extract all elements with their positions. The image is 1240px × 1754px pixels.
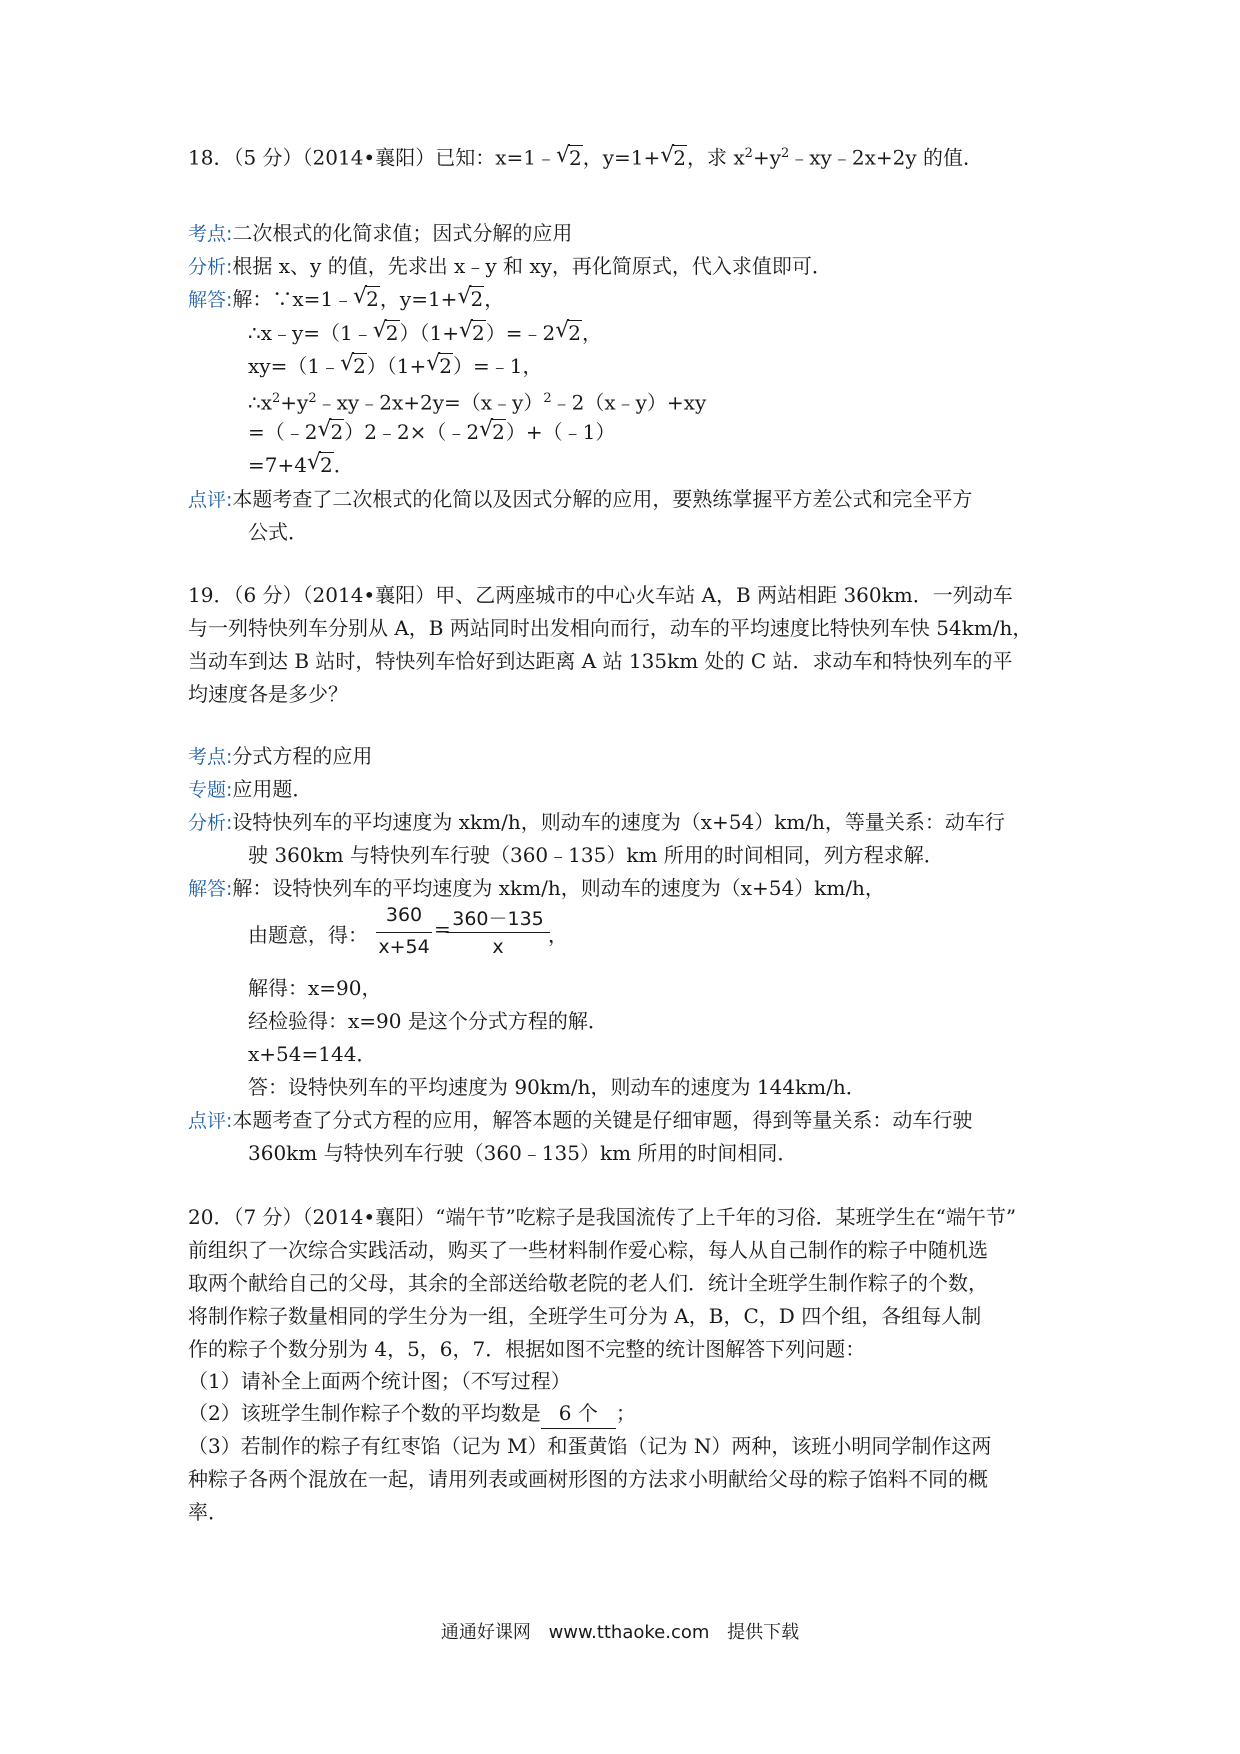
dianping-label: 点评: <box>188 1110 233 1132</box>
kaodian-label: 考点: <box>188 746 233 768</box>
q18-jieda-4 <box>248 384 706 418</box>
sqrt: √ 2 <box>306 450 333 477</box>
solution-text: ﹣2（x﹣y）+xy <box>551 390 707 415</box>
q20-line-2 <box>188 1235 988 1265</box>
solution-text: ）2﹣2×（﹣2 <box>344 420 480 444</box>
fenxi-text: 驶 360km 与特快列车行驶（360﹣135）km 所用的时间相同，列方程求解． <box>248 843 944 867</box>
q20-line-6 <box>188 1366 571 1396</box>
solution-text: ． <box>333 453 354 477</box>
q18-stem-part: +y <box>752 145 781 170</box>
solution-text: ）+（﹣1） <box>505 420 616 444</box>
zhuanti-text: 应用题． <box>232 777 313 801</box>
fraction-225-over-x <box>446 900 550 964</box>
q19-jieda-4 <box>248 1006 608 1036</box>
q19-fenxi-1 <box>188 807 1005 838</box>
jieda-label: 解答: <box>188 289 233 311</box>
q20-text: ； <box>615 1401 636 1425</box>
q19-stem-text: 均速度各是多少？ <box>188 682 348 706</box>
sqrt: √ 2 <box>555 318 581 345</box>
solution-text: ）=﹣1， <box>453 354 543 378</box>
q18-jieda-3 <box>248 351 543 381</box>
q20-text: 取两个献给自己的父母，其余的全部送给敬老院的老人们．统计全班学生制作粽子的个数， <box>188 1271 988 1295</box>
fenxi-text: 根据 x、y 的值，先求出 x﹣y 和 xy，再化简原式，代入求值即可． <box>232 254 832 278</box>
q18-kaodian <box>188 218 572 249</box>
denominator: x <box>492 936 504 958</box>
solution-text: +y <box>280 390 309 415</box>
jieda-label: 解答: <box>188 878 233 900</box>
dianping-text: 360km 与特快列车行驶（360﹣135）km 所用的时间相同． <box>248 1141 798 1165</box>
q20-line-1 <box>188 1202 1016 1232</box>
solution-text: 答：设特快列车的平均速度为 90km/h，则动车的速度为 144km/h． <box>248 1075 866 1099</box>
q20-line-7 <box>188 1398 636 1429</box>
solution-text: 解得：x=90， <box>248 976 382 1000</box>
q19-zhuanti <box>188 774 312 805</box>
q19-stem-3 <box>188 646 1013 676</box>
sqrt: √ 2 <box>556 142 582 170</box>
solution-text: xy=（1﹣ <box>248 354 341 378</box>
fraction-bar <box>376 932 432 933</box>
solution-text: ）（1+ <box>366 354 427 378</box>
solution-text: ，y=1+ <box>379 287 458 311</box>
sqrt: √ 2 <box>459 318 485 345</box>
q20-line-5 <box>188 1334 865 1364</box>
q19-jieda-6 <box>248 1072 866 1102</box>
fraction-360-over-x54 <box>376 900 432 964</box>
superscript: 2 <box>543 391 552 406</box>
q19-stem-text: 19．（6 分）（2014•襄阳）甲、乙两座城市的中心火车站 A，B 两站相距 360km．一列动车 <box>188 583 1013 607</box>
kaodian-text: 二次根式的化简求值；因式分解的应用 <box>232 221 573 245</box>
q19-jieda-5 <box>248 1039 376 1069</box>
q20-text: 20．（7 分）（2014•襄阳）“端午节”吃粽子是我国流传了上千年的习俗．某班学生在“端午节” <box>188 1205 1017 1229</box>
q20-text: （1）请补全上面两个统计图；（不写过程） <box>188 1369 571 1393</box>
numerator: 360－135 <box>452 908 544 930</box>
sqrt: √ 2 <box>660 142 687 170</box>
q19-stem-1 <box>188 580 1013 610</box>
sqrt: √ 2 <box>457 284 484 311</box>
footer-tail: 提供下载 <box>727 1622 800 1643</box>
superscript: 2 <box>781 146 790 161</box>
footer-url[interactable]: www.tthaoke.com <box>548 1622 710 1643</box>
dianping-text: 本题考查了分式方程的应用，解答本题的关键是仔细审题，得到等量关系：动车行驶 <box>232 1108 973 1132</box>
solution-text: =（﹣2 <box>248 420 318 444</box>
superscript: 2 <box>744 146 753 161</box>
solution-text: x+54=144． <box>248 1042 377 1066</box>
q18-jieda-6 <box>248 450 354 480</box>
dianping-text: 本题考查了二次根式的化简以及因式分解的应用，要熟练掌握平方差公式和完全平方 <box>232 487 973 511</box>
q19-stem-2 <box>188 613 1032 643</box>
solution-text: ∴x <box>248 390 273 415</box>
solution-text: =7+4 <box>248 453 307 477</box>
q18-stem-part: ﹣xy﹣2x+2y 的值． <box>789 145 984 170</box>
fraction-comma <box>548 920 568 950</box>
superscript: 2 <box>308 391 317 406</box>
q20-line-8 <box>188 1431 991 1461</box>
q19-dianping-2 <box>248 1138 797 1168</box>
fenxi-label: 分析: <box>188 812 233 834</box>
q18-stem <box>188 139 983 173</box>
sqrt: √ 2 <box>317 417 344 444</box>
solution-text: ﹣xy﹣2x+2y=（x﹣y） <box>316 390 544 415</box>
sqrt: √ 2 <box>372 318 399 345</box>
q19-stem-4 <box>188 679 348 709</box>
answer-blank: 6 个 <box>541 1398 616 1429</box>
solution-text: ， <box>484 287 505 311</box>
solution-text: 解：∵x=1﹣ <box>232 287 354 311</box>
q20-text: （3）若制作的粽子有红枣馅（记为 M）和蛋黄馅（记为 N）两种，该班小明同学制作这两 <box>188 1434 992 1458</box>
denominator: x+54 <box>378 936 430 958</box>
dianping-label: 点评: <box>188 489 233 511</box>
q20-text: 作的粽子个数分别为 4，5，6，7．根据如图不完整的统计图解答下列问题： <box>188 1337 866 1361</box>
solution-text: 由题意，得： <box>248 923 368 947</box>
q18-stem-part: ，y=1+ <box>582 145 661 170</box>
q18-jieda-2 <box>248 318 602 348</box>
footer-site-name: 通通好课网 <box>440 1622 531 1643</box>
q18-stem-part: ，求 x <box>687 145 745 170</box>
q18-dianping-2 <box>248 517 308 547</box>
q18-jieda-1 <box>188 284 504 315</box>
q18-fenxi <box>188 251 832 282</box>
kaodian-text: 分式方程的应用 <box>232 744 373 768</box>
comma-text: ， <box>548 923 568 947</box>
q20-text: 种粽子各两个混放在一起，请用列表或画树形图的方法求小明献给父母的粽子馅料不同的概 <box>188 1467 988 1491</box>
q19-jieda-2 <box>248 920 368 950</box>
solution-text: ）=﹣2 <box>485 321 556 345</box>
q18-dianping-1 <box>188 484 972 515</box>
solution-text: ， <box>581 321 602 345</box>
solution-text: ）（1+ <box>399 321 460 345</box>
q20-text: 前组织了一次综合实践活动，购买了一些材料制作爱心粽，每人从自己制作的粽子中随机选 <box>188 1238 988 1262</box>
q20-text: （2）该班学生制作粽子个数的平均数是 <box>188 1401 541 1425</box>
sqrt: √ 2 <box>353 284 379 311</box>
q20-line-9 <box>188 1464 988 1494</box>
q20-line-4 <box>188 1301 981 1331</box>
kaodian-label: 考点: <box>188 223 233 245</box>
sqrt: √ 2 <box>426 351 453 378</box>
q19-stem-text: 当动车到达 B 站时，特快列车恰好到达距离 A 站 135km 处的 C 站．求动车和特快列车的平 <box>188 649 1013 673</box>
q18-jieda-5 <box>248 417 615 447</box>
q19-jieda-3 <box>248 973 382 1003</box>
q20-text: 将制作粽子数量相同的学生分为一组，全班学生可分为 A，B，C，D 四个组，各组每人制 <box>188 1304 982 1328</box>
sqrt: √ 2 <box>479 417 505 444</box>
q20-text: 率． <box>188 1500 228 1524</box>
solution-text: 经检验得：x=90 是这个分式方程的解． <box>248 1009 608 1033</box>
page-footer <box>0 1618 1240 1644</box>
dianping-text: 公式． <box>248 520 308 544</box>
q19-fenxi-2 <box>248 840 944 870</box>
equals-text: = <box>434 917 451 941</box>
q19-kaodian <box>188 741 372 772</box>
q20-line-3 <box>188 1268 988 1298</box>
solution-text: 解：设特快列车的平均速度为 xkm/h，则动车的速度为（x+54）km/h， <box>232 876 885 900</box>
zhuanti-label: 专题: <box>188 779 233 801</box>
fraction-bar <box>446 932 550 933</box>
solution-text: ∴x﹣y=（1﹣ <box>248 321 373 345</box>
q19-dianping-1 <box>188 1105 972 1136</box>
superscript: 2 <box>272 391 281 406</box>
sqrt: √ 2 <box>340 351 366 378</box>
fenxi-text: 设特快列车的平均速度为 xkm/h，则动车的速度为（x+54）km/h，等量关系：动车行 <box>232 810 1005 834</box>
q18-stem-part: 18．（5 分）（2014•襄阳）已知：x=1﹣ <box>188 145 556 170</box>
q19-stem-text: 与一列特快列车分别从 A，B 两站同时出发相向而行，动车的平均速度比特快列车快 54km/h， <box>188 616 1033 640</box>
numerator: 360 <box>385 904 423 926</box>
fenxi-label: 分析: <box>188 256 233 278</box>
q20-line-10 <box>188 1497 228 1527</box>
